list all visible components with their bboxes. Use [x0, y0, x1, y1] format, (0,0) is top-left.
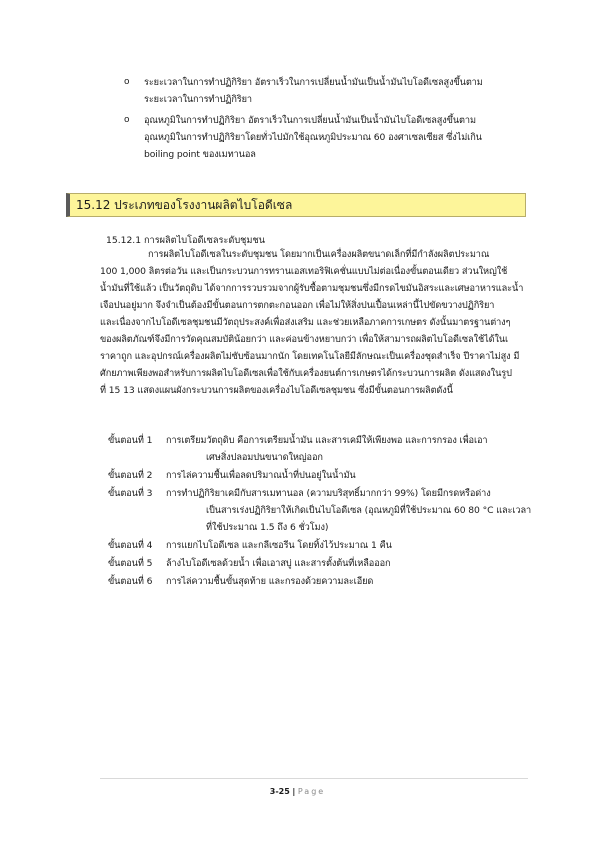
- bullet-mark: o: [124, 77, 130, 87]
- paragraph-line: การผลิตไบโอดีเซลในระดับชุมชน โดยมากเป็นเครื่องผลิตขนาดเล็กที่มีกำลังผลิตประมาณ: [148, 249, 490, 260]
- paragraph-line: ที่ 15 13 แสดงแผนผังกระบวนการผลิตของเครื่องไบโอดีเซลชุมชน ซึ่งมีขั้นตอนการผลิตดังนี้: [100, 385, 453, 396]
- process-steps: [108, 432, 532, 591]
- step-4: [108, 537, 528, 554]
- step-text: ที่ใช้ประมาณ 1.5 ถึง 6 ชั่วโมง): [206, 522, 329, 533]
- bullet-line: ระยะเวลาในการทำปฏิกิริยา: [144, 94, 252, 105]
- step-1: [108, 432, 528, 466]
- subsection-heading: 15.12.1 การผลิตไบโอดีเซลระดับชุมชน: [106, 235, 265, 246]
- step-text: การทำปฏิกิริยาเคมีกับสารเมทานอล (ความบริสุทธิ์มากกว่า 99%) โดยมีกรดหรือด่าง: [166, 488, 491, 499]
- bullet-line: boiling point ของเมทานอล: [144, 149, 256, 160]
- bullet-line: อุณหภูมิในการทำปฏิกิริยาโดยทั่วไปมักใช้อุณหภูมิประมาณ 60 องศาเซลเซียส ซึ่งไม่เกิน: [144, 132, 482, 143]
- step-text: การไล่ความชื้นขั้นสุดท้าย และกรองด้วยความละเอียด: [166, 576, 374, 587]
- paragraph-line: 100 1,000 ลิตรต่อวัน และเป็นกระบวนการทรานเอสเทอริฟิเคชั่นแบบไม่ต่อเนื่องขั้นตอนเดียว ส่วนใหญ่ใช้: [100, 266, 508, 277]
- page-number: 3-25: [269, 787, 290, 796]
- bullet-item-reaction-time: [124, 74, 544, 108]
- paragraph-line: ศักยภาพเพียงพอสำหรับการผลิตไบโอดีเซลเพื่อใช้กับเครื่องยนต์การเกษตรได้กระบวนการผลิต ดังแสดงในรูป: [100, 368, 512, 379]
- bullet-list: [124, 74, 544, 167]
- step-text: เศษสิ่งปลอมปนขนาดใหญ่ออก: [206, 452, 323, 463]
- footer-separator: |: [292, 787, 296, 796]
- section-heading-box: [66, 193, 526, 217]
- paragraph-line: และเนื่องจากไบโอดีเซลชุมชนมีวัตถุประสงค์เพื่อส่งเสริม และช่วยเหลือภาคการเกษตร ดังนั้นมาตรฐานต่างๆ: [100, 317, 511, 328]
- step-3: [108, 485, 532, 536]
- step-text: การไล่ความชื้นเพื่อลดปริมาณน้ำที่ปนอยู่ในน้ำมัน: [166, 470, 356, 481]
- step-label: ขั้นตอนที่ 6: [108, 576, 153, 587]
- paragraph-line: เจือปนอยู่มาก จึงจำเป็นต้องมีขั้นตอนการตกตะกอนออก เพื่อไม่ให้สิ่งปนเปื้อนเหล่านี้ไปขัดขวางปฏิกิริยา: [100, 300, 495, 311]
- step-label: ขั้นตอนที่ 2: [108, 470, 153, 481]
- body-paragraph: [100, 246, 528, 399]
- step-label: ขั้นตอนที่ 4: [108, 540, 153, 551]
- step-label: ขั้นตอนที่ 1: [108, 435, 153, 446]
- bullet-line: ระยะเวลาในการทำปฏิกิริยา อัตราเร็วในการเปลี่ยนน้ำมันเป็นน้ำมันไบโอดีเซลสูงขึ้นตาม: [144, 77, 483, 88]
- step-label: ขั้นตอนที่ 5: [108, 558, 153, 569]
- page-word: Page: [297, 787, 326, 796]
- step-2: [108, 467, 528, 484]
- step-text: การแยกไบโอดีเซล และกลีเซอรีน โดยทิ้งไว้ประมาณ 1 คืน: [166, 540, 392, 551]
- section-heading: 15.12 ประเภทของโรงงานผลิตไบโอดีเซล: [76, 198, 293, 212]
- step-label: ขั้นตอนที่ 3: [108, 488, 153, 499]
- page-footer: [0, 786, 595, 798]
- bullet-item-reaction-temperature: [124, 112, 544, 163]
- step-text: เป็นสารเร่งปฏิกิริยาให้เกิดเป็นไบโอดีเซล (อุณหภูมิที่ใช้ประมาณ 60 80 °C และเวลา: [206, 505, 532, 516]
- footer-divider: [100, 778, 528, 779]
- step-text: การเตรียมวัตถุดิบ คือการเตรียมน้ำมัน และสารเคมีให้เพียงพอ และการกรอง เพื่อเอา: [166, 435, 488, 446]
- paragraph-line: ราคาถูก และอุปกรณ์เครื่องผลิตไม่ซับซ้อนมากนัก โดยเทคโนโลยีมีลักษณะเป็นเครื่องชุดสำเร็จ ปีราคาไม่สูง มี: [100, 351, 520, 362]
- step-5: [108, 555, 528, 572]
- bullet-mark: o: [124, 115, 130, 125]
- bullet-line: อุณหภูมิในการทำปฏิกิริยา อัตราเร็วในการเปลี่ยนน้ำมันเป็นน้ำมันไบโอดีเซลสูงขึ้นตาม: [144, 115, 476, 126]
- step-text: ล้างไบโอดีเซลด้วยน้ำ เพื่อเอาสบู่ และสารตั้งต้นที่เหลือออก: [166, 558, 391, 569]
- paragraph-line: น้ำมันที่ใช้แล้ว เป็นวัตถุดิบ ได้จากการรวบรวมจากผู้รับซื้อตามชุมชนซึ่งมีกรดไขมันอิสระและเศษอาหารและน้ำ: [100, 283, 524, 294]
- step-6: [108, 573, 528, 590]
- paragraph-line: ของผลิตภัณฑ์จึงมีการวัดคุณสมบัติน้อยกว่า และค่อนข้างหยาบกว่า เพื่อให้สามารถผลิตไบโอดีเซลใช้ได้ในเ: [100, 334, 509, 345]
